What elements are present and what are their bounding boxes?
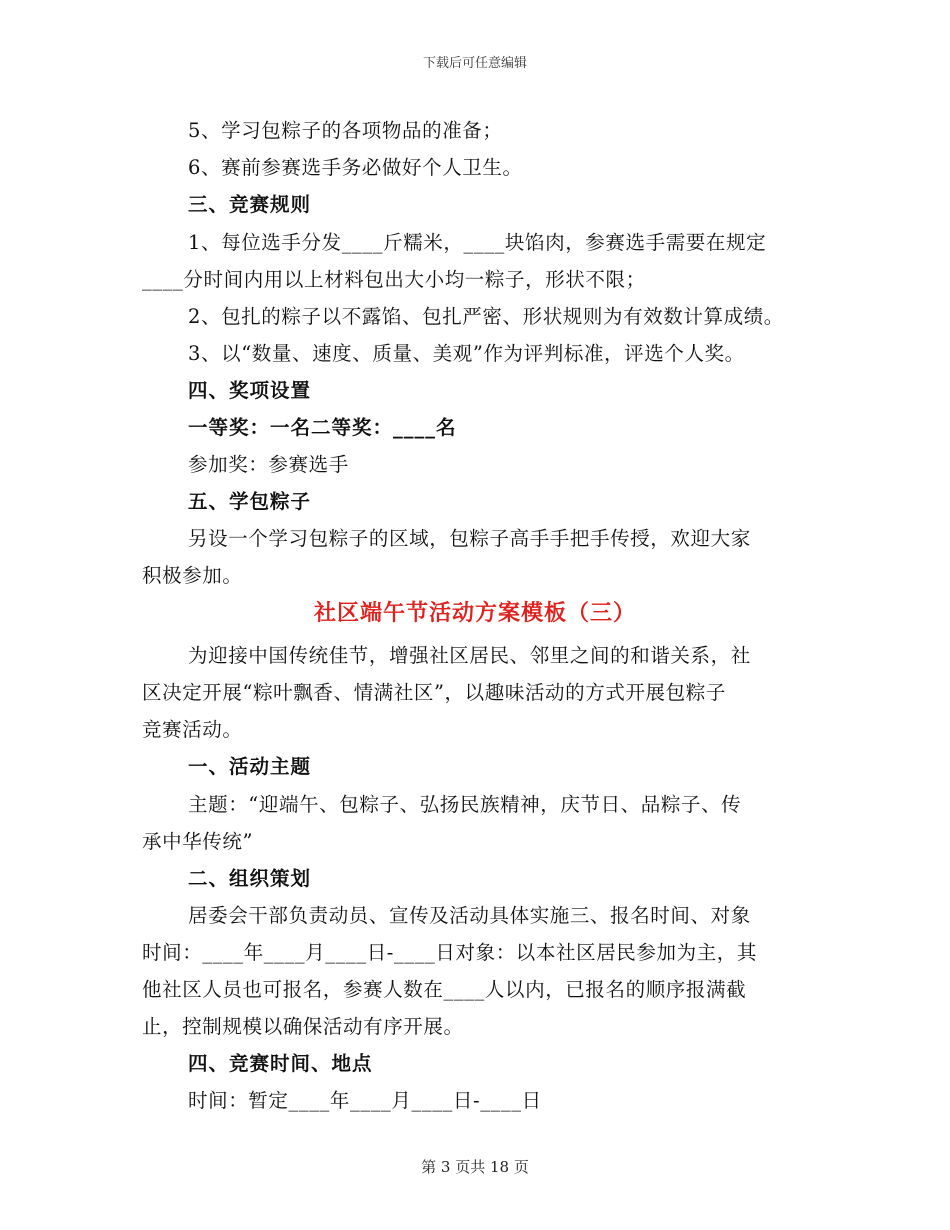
- award-line: 一等奖：一名二等奖：____名: [188, 416, 457, 439]
- paragraph: 6、赛前参赛选手务必做好个人卫生。: [188, 156, 523, 179]
- paragraph: 主题：“迎端午、包粽子、弘扬民族精神，庆节日、品粽子、传: [188, 793, 742, 816]
- page-header: 下载后可任意编辑: [422, 56, 527, 71]
- paragraph: 积极参加。: [142, 564, 243, 587]
- paragraph: 参加奖：参赛选手: [188, 453, 349, 476]
- paragraph: 5、学习包粽子的各项物品的准备；: [188, 119, 503, 142]
- section-heading: 三、竞赛规则: [188, 193, 312, 216]
- paragraph: 时间：暂定____年____月____日-____日: [188, 1089, 542, 1112]
- paragraph: 止，控制规模以确保活动有序开展。: [142, 1015, 464, 1038]
- section-heading: 四、竞赛时间、地点: [188, 1052, 373, 1075]
- paragraph: 居委会干部负责动员、宣传及活动具体实施三、报名时间、对象: [188, 904, 751, 927]
- section-heading: 四、奖项设置: [188, 379, 312, 402]
- paragraph: 3、以“数量、速度、质量、美观”作为评判标准，评选个人奖。: [188, 342, 745, 365]
- paragraph: 时间：____年____月____日-____日对象：以本社区居民参加为主，其: [142, 941, 757, 964]
- section-heading: 一、活动主题: [188, 755, 312, 778]
- paragraph: 他社区人员也可报名，参赛人数在____人以内，已报名的顺序报满截: [142, 978, 747, 1001]
- paragraph: 为迎接中国传统佳节，增强社区居民、邻里之间的和谐关系，社: [188, 644, 751, 667]
- section-heading: 五、学包粽子: [188, 490, 312, 513]
- paragraph: 竞赛活动。: [142, 718, 243, 741]
- document-title: 社区端午节活动方案模板（三）: [313, 601, 636, 626]
- paragraph: 区决定开展“粽叶飘香、情满社区”，以趣味活动的方式开展包粽子: [142, 681, 726, 704]
- page-footer: 第 3 页共 18 页: [421, 1158, 529, 1176]
- paragraph: 2、包扎的粽子以不露馅、包扎严密、形状规则为有效数计算成绩。: [188, 305, 784, 328]
- paragraph: 1、每位选手分发____斤糯米，____块馅肉，参赛选手需要在规定: [188, 231, 767, 254]
- section-heading: 二、组织策划: [188, 867, 312, 890]
- paragraph: 承中华传统”: [142, 830, 254, 853]
- paragraph: 另设一个学习包粽子的区域，包粽子高手手把手传授，欢迎大家: [188, 527, 751, 550]
- paragraph: ____分时间内用以上材料包出大小均一粽子，形状不限；: [142, 268, 646, 291]
